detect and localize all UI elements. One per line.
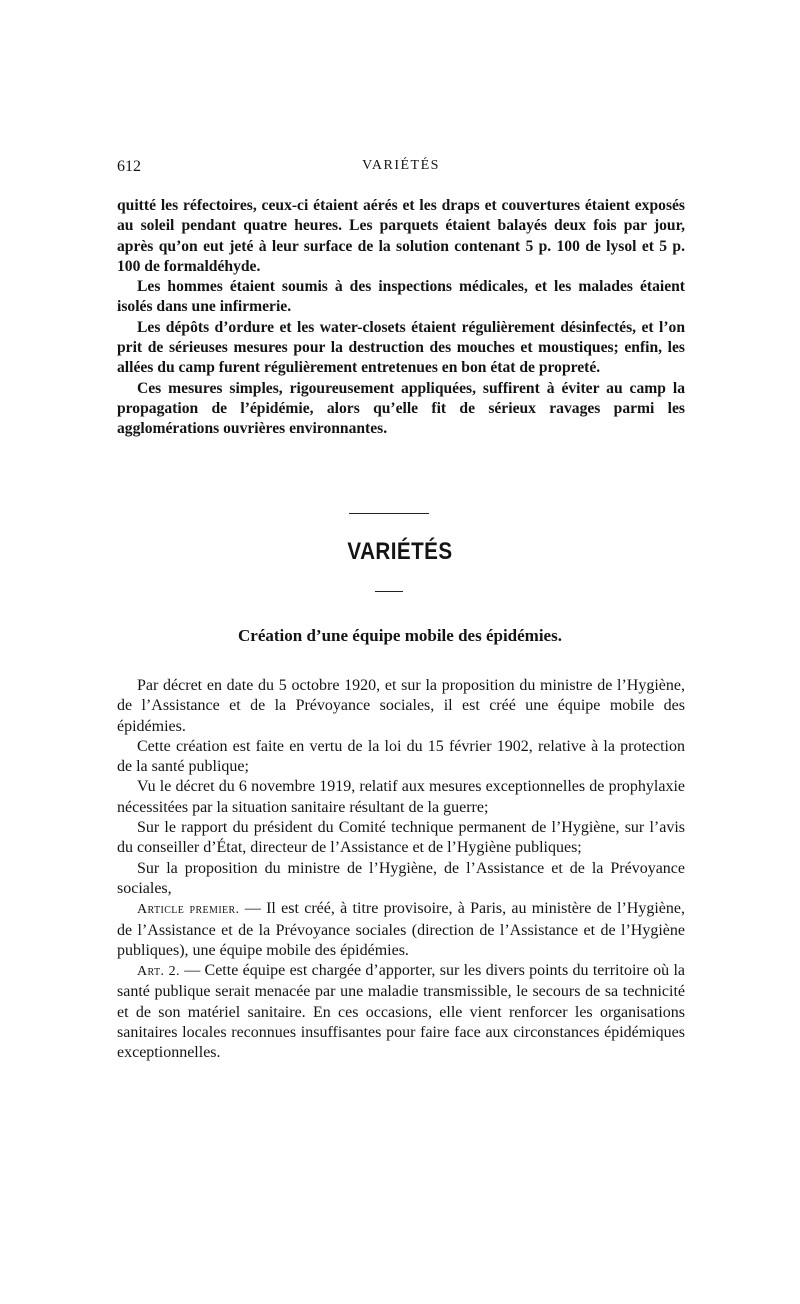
paragraph: Sur le rapport du président du Comité technique permanent de l’Hygiène, sur l’avis du conseiller d’État, directeur de l’Assistance et de l’Hygiène publiques; (117, 819, 685, 857)
decree-body (117, 676, 685, 1064)
article-title: Création d’une équipe mobile des épidémies. (238, 626, 562, 645)
article-text: — Cette équipe est chargée d’apporter, sur les divers points du territoire où la santé publique serait menacée par une maladie transmissible, le secours de sa technicité et de son matériel sanitaire. En ces occasions, elle vient renforcer les organisations sanitaires locales reconnues insuffisantes pour faire face aux circonstances épidémiques exceptionnelles. (117, 962, 685, 1062)
paragraph: Les hommes étaient soumis à des inspections médicales, et les malades étaient isolés dans une infirmerie. (117, 278, 685, 316)
paragraph: Sur la proposition du ministre de l’Hygiène, de l’Assistance et de la Prévoyance sociales, (117, 859, 685, 897)
article-lead: Art. 2. (137, 964, 180, 980)
paragraph: Ces mesures simples, rigoureusement appliquées, suffirent à éviter au camp la propagation de l’épidémie, alors qu’elle fit de sérieux ravages parmi les agglomérations ouvrières environnantes. (117, 379, 685, 438)
paragraph: Par décret en date du 5 octobre 1920, et sur la proposition du ministre de l’Hygiène, de l’Assistance et de la Prévoyance sociales, il est créé une équipe mobile des épidémies. (117, 677, 685, 735)
running-title: VARIÉTÉS (362, 158, 440, 173)
article-paragraph (117, 899, 685, 961)
page-header (117, 158, 685, 180)
article-text: — Il est créé, à titre provisoire, à Paris, au ministère de l’Hygiène, de l’Assistance et de la Prévoyance sociales (direction de l’Assistance et de l’Hygiène publiques), une équipe mobile des épidémies. (117, 900, 685, 959)
paragraph: Les dépôts d’ordure et les water-closets étaient régulièrement désinfectés, et l’on prit de sérieuses mesures pour la destruction des mouches et moustiques; enfin, les allées du camp furent régulièrement entretenues en bon état de propreté. (117, 318, 685, 377)
paragraph: Vu le décret du 6 novembre 1919, relatif aux mesures exceptionnelles de prophylaxie nécessitées par la situation sanitaire résultant de la guerre; (117, 778, 685, 816)
section-divider-bottom (375, 591, 403, 592)
article-paragraph (117, 961, 685, 1063)
section-title: VARIÉTÉS (347, 538, 453, 565)
paragraph: Cette création est faite en vertu de la loi du 15 février 1902, relative à la protection de la santé publique; (117, 737, 685, 776)
section-divider-top (349, 513, 429, 514)
page-number: 612 (117, 158, 141, 175)
article-lead: Article premier. (137, 902, 240, 918)
previous-article-body (117, 196, 685, 440)
paragraph: quitté les réfectoires, ceux-ci étaient aérés et les draps et couvertures étaient exposés au soleil pendant quatre heures. Les parquets étaient balayés deux fois par jour, après qu’on eut jeté à leur surface de la solution contenant 5 p. 100 de lysol et 5 p. 100 de formaldéhyde. (117, 197, 685, 275)
